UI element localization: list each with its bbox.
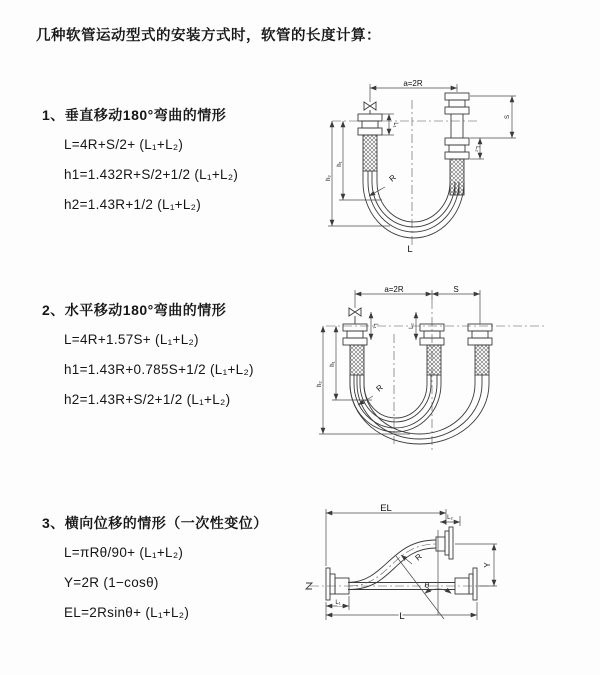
dim-label-s: S [505,114,511,120]
braided-hose-section [427,345,441,375]
radius-label: R [413,551,424,563]
section-3 [42,508,268,628]
dim-label-el: EL [380,503,392,514]
section-2-formula-h2: h2=1.43R+S/2+1/2 (L₁+L₂) [64,392,231,407]
left-flange [326,568,349,600]
section-3-heading: 3、横向位移的情形（一次性变位） [42,515,268,531]
braided-hose-section [475,345,489,375]
dim-label-s: S [453,285,459,294]
radius-label: R [387,172,398,184]
section-3-formula-L: L=πRθ/90+ (L₁+L₂) [64,545,184,560]
dim-label-l2: L₂ [447,515,453,521]
section-2-formula-h1: h1=1.43R+0.785S+1/2 (L₁+L₂) [64,362,254,377]
dim-label-h1: h₁ [337,161,343,167]
u-shaped-hose [363,171,464,238]
dim-label-l1: L₁ [335,600,341,606]
section-1-formula-h2: h2=1.43R+1/2 (L₁+L₂) [64,197,202,212]
section-3-formula-EL: EL=2Rsinθ+ (L₁+L₂) [64,605,190,620]
section-2-formula-L: L=4R+1.57S+ (L₁+L₂) [64,332,199,347]
hose-original-position [349,568,477,600]
page-title: 几种软管运动型式的安装方式时，软管的长度计算： [36,28,381,44]
section-3-formula-Y: Y=2R (1−cosθ) [64,575,159,590]
angle-label: θ [424,581,430,590]
dim-label-l1: L₁ [392,122,398,128]
left-pipe-fitting [343,324,367,375]
valve-icon [364,102,376,114]
dim-label-h1: h₁ [330,361,336,367]
section-2-heading: 2、水平移动180°弯曲的情形 [42,302,227,318]
section-1-formula-h1: h1=1.432R+S/2+1/2 (L₁+L₂) [64,167,239,182]
construction-diagonal [396,556,444,619]
dim-label-y: Y [483,562,492,568]
braided-hose-section [350,345,364,375]
dim-label-l2: L₂ [409,323,415,329]
radius-label: R [374,382,385,394]
hose-displaced-position [348,527,453,590]
length-label: L [407,244,413,255]
section-2 [42,295,254,415]
dim-label-span: a=2R [403,79,423,88]
dim-label-l1: L₁ [372,323,378,329]
diagram-horizontal-180-bend [310,282,590,454]
dim-label-h2: h₂ [317,381,323,387]
braided-hose-section [363,135,377,171]
braided-hose-section [450,159,464,195]
right-pipe-fitting [445,93,469,195]
dim-label-span: a=2R [384,285,404,294]
section-1-formula-L: L=4R+S/2+ (L₁+L₂) [64,137,184,152]
section-1-heading: 1、垂直移动180°弯曲的情形 [42,107,227,123]
right-pipe-fitting [468,324,492,375]
left-pipe-fitting [358,114,382,171]
section-1 [42,100,238,220]
dim-label-l2: L₂ [474,146,480,152]
diagram-vertical-180-bend [312,76,592,256]
radius-leader [401,555,412,564]
dim-label-l: L [399,611,405,622]
dim-label-h2: h₂ [326,175,332,181]
valve-icon [349,308,361,324]
diagram-lateral-displacement [298,498,598,643]
middle-pipe-fitting [420,324,444,375]
